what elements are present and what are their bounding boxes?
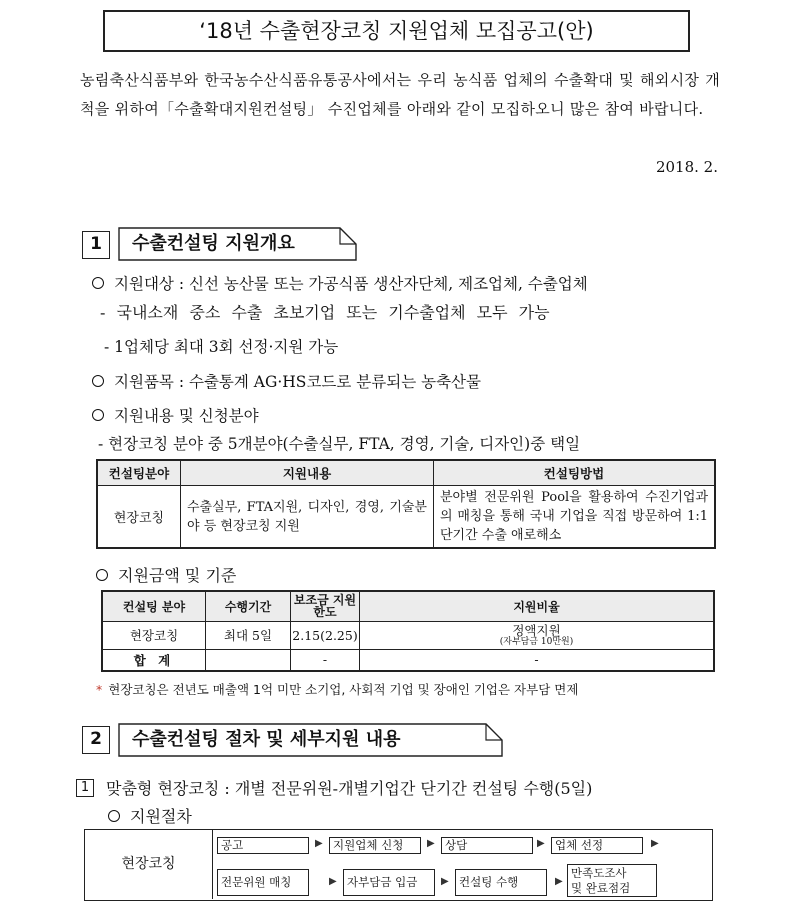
intro-paragraph: 농림축산식품부와 한국농수산식품유통공사에서는 우리 농식품 업체의 수출확대 및 해외시장 개척을 위하여「수출확대지원컨설팅」 수진업체를 아래와 같이 모집하오니 많은 참여 바랍니다. [80,71,720,118]
table-header: 컨설팅분야 [97,460,181,486]
target-line: 지원대상 : 신선 농산물 또는 가공식품 생산자단체, 제조업체, 수출업체 [92,272,588,294]
arrow-right-icon: ▶ [537,838,545,849]
table-cell: - [360,649,715,671]
item-number-box: 1 [76,779,94,797]
footnote: * 현장코칭은 전년도 매출액 1억 미만 소기업, 사회적 기업 및 장애인 기업은 자부담 면제 [96,682,579,697]
table-cell: 분야별 전문위원 Pool을 활용하여 수진기업과의 매칭을 통해 국내 기업을 직접 방문하여 1:1 단기간 수출 애로해소 [434,486,716,549]
procedure-line: 지원절차 [108,804,192,827]
asterisk-icon: * [96,682,103,697]
flow-step: 전문위원 매칭 [217,869,309,896]
table-header: 컨설팅 분야 [102,591,206,621]
circle-bullet-icon [108,810,120,822]
table-header: 지원비율 [360,591,715,621]
flow-step: 자부담금 입금 [343,869,435,896]
flow-step: 상담 [441,837,533,854]
table-header: 보조금 지원한도 [291,591,360,621]
items-line: 지원품목 : 수출통계 AG·HS코드로 분류되는 농축산물 [92,370,481,392]
table-row [97,486,715,549]
section-number: 1 [82,231,110,259]
arrow-right-icon: ▶ [555,876,563,887]
flow-step: 공고 [217,837,309,854]
announcement-date: 2018. 2. [655,158,718,176]
table-total-row [102,649,714,671]
table-cell: 2.15(2.25) [291,621,360,649]
arrow-right-icon: ▶ [427,838,435,849]
table-cell: 현장코칭 [102,621,206,649]
content-sub: - 현장코칭 분야 중 5개분야(수출실무, FTA, 경영, 기술, 디자인)중 택일 [98,435,581,453]
table-header-row [102,591,714,621]
circle-bullet-icon [92,375,104,387]
arrow-right-icon: ▶ [329,876,337,887]
arrow-right-icon: ▶ [441,876,449,887]
table-row [102,621,714,649]
table-header: 컨설팅방법 [434,460,716,486]
flow-step: 만족도조사 및 완료점검 [567,864,657,897]
procedure-flow [84,829,713,901]
circle-bullet-icon [92,409,104,421]
content-line: 지원내용 및 신청분야 [92,404,259,426]
section-number: 2 [82,726,110,754]
table-cell: 최대 5일 [206,621,291,649]
arrow-right-icon: ▶ [315,838,323,849]
table-cell: 현장코칭 [97,486,181,549]
flow-step: 컨설팅 수행 [455,869,547,896]
target-sub-1: - 국내소재 중소 수출 초보기업 또는 기수출업체 모두 가능 [100,303,550,322]
item-line: 1 맞춤형 현장코칭 : 개별 전문위원-개별기업간 단기간 컨설팅 수행(5일) [76,776,592,799]
circle-bullet-icon [92,277,104,289]
table-header: 수행기간 [206,591,291,621]
table-cell: 합 계 [102,649,206,671]
flow-step: 지원업체 신청 [329,837,421,854]
ratio-note: (자부담금 10만원) [499,636,574,647]
amount-table [101,590,715,672]
table-header: 지원내용 [181,460,434,486]
table-header-row [97,460,715,486]
flow-step: 업체 선정 [551,837,643,854]
section-title: 수출컨설팅 절차 및 세부지원 내용 [118,723,504,757]
amount-line: 지원금액 및 기준 [96,563,236,586]
flow-label: 현장코칭 [85,830,213,899]
table-cell [206,649,291,671]
arrow-right-icon: ▶ [651,838,659,849]
consulting-table [96,459,716,549]
section-title: 수출컨설팅 지원개요 [118,227,358,261]
table-cell: - [291,649,360,671]
table-cell [360,621,715,649]
circle-bullet-icon [96,569,108,581]
page-title: ‘18년 수출현장코칭 지원업체 모집공고(안) [103,10,690,52]
target-sub-2: - 1업체당 최대 3회 선정·지원 가능 [104,338,339,356]
table-cell: 수출실무, FTA지원, 디자인, 경영, 기술분야 등 현장코칭 지원 [181,486,434,549]
ratio-text: 정액지원 [512,622,561,638]
